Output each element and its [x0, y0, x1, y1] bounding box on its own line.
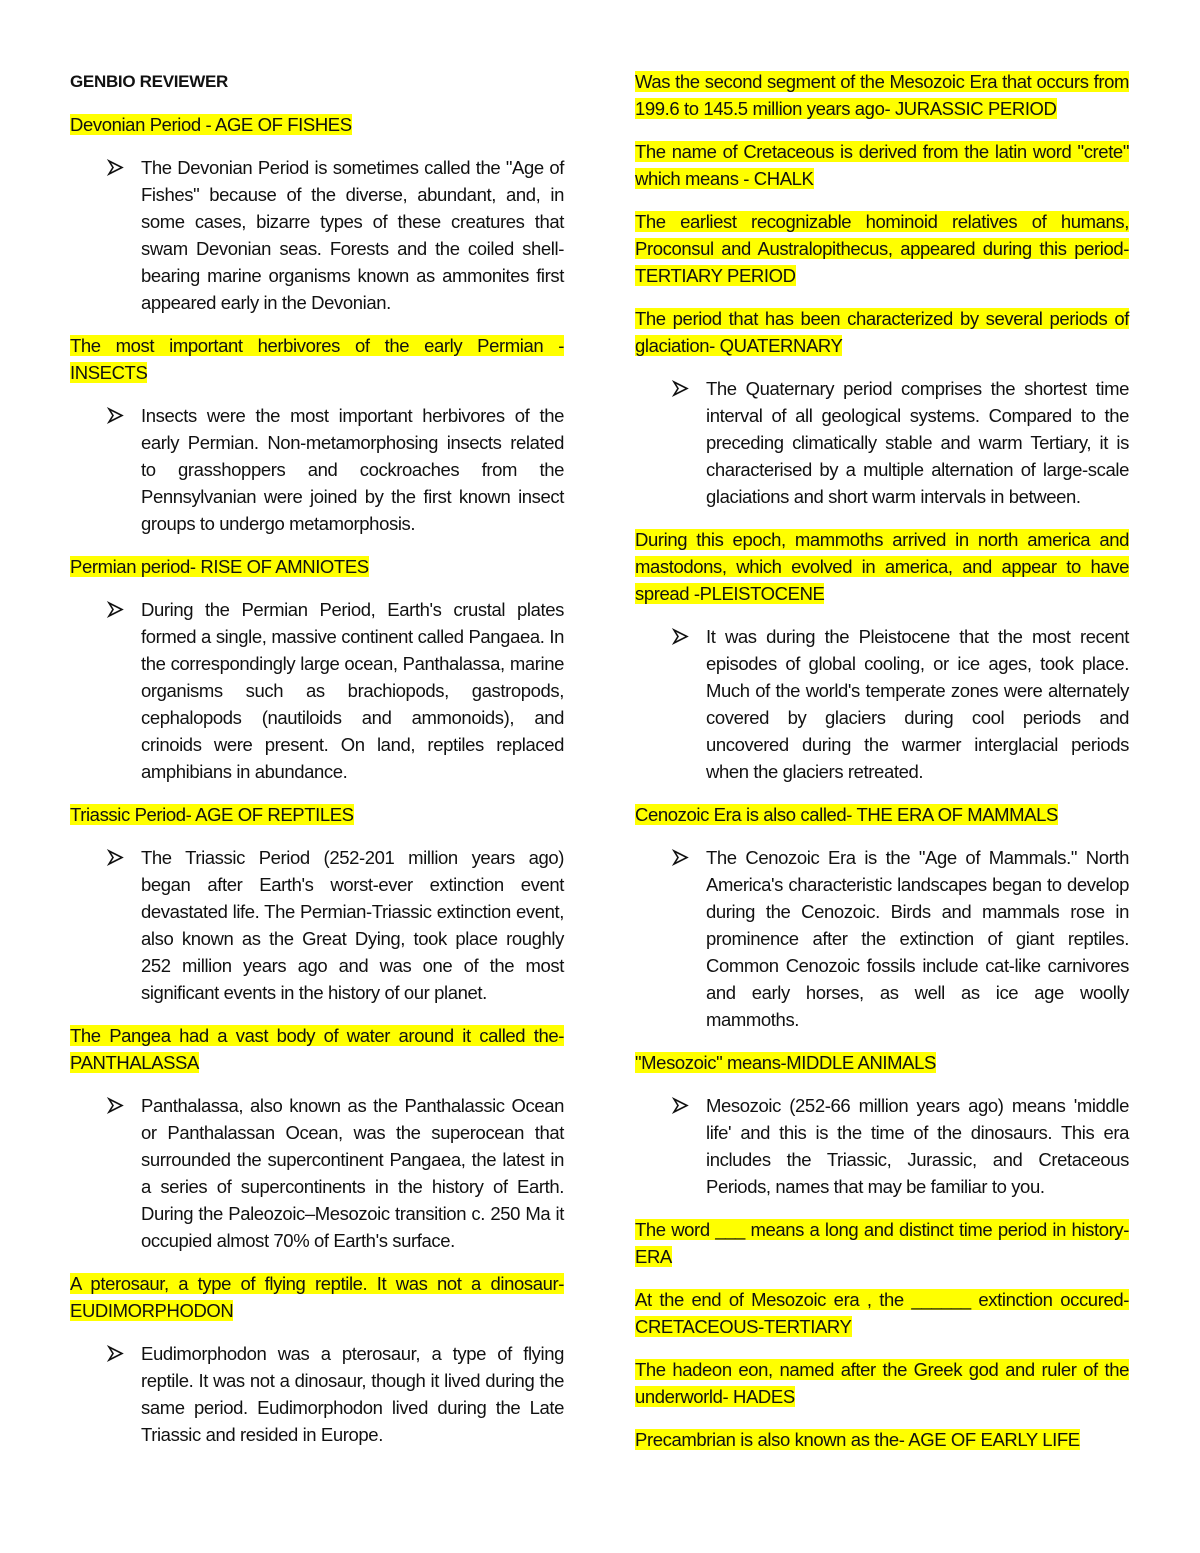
question [635, 68, 1129, 122]
question [635, 1426, 1129, 1453]
arrow-bullet-icon [671, 1092, 691, 1119]
question [635, 1356, 1129, 1410]
bullet-text: The Quaternary period comprises the shortest time interval of all geological systems. Compared to the preceding climatically stable and warm Tertiary, it is characterised by a multiple alternation of large-scale glaciations and short warm intervals in between. [706, 378, 1129, 507]
highlighted-answer: The name of Cretaceous is derived from the latin word "crete" which means - CHALK [635, 141, 1129, 189]
bullet-point [635, 623, 1129, 785]
highlighted-answer: The word ___ means a long and distinct time period in history- ERA [635, 1219, 1129, 1267]
arrow-bullet-icon [106, 844, 126, 871]
question [70, 332, 564, 386]
highlighted-answer: A pterosaur, a type of flying reptile. It was not a dinosaur- EUDIMORPHODON [70, 1273, 564, 1321]
highlighted-answer: At the end of Mesozoic era , the ______ extinction occured- CRETACEOUS-TERTIARY [635, 1289, 1129, 1337]
bullet-point [635, 1092, 1129, 1200]
document-title: GENBIO REVIEWER [70, 72, 228, 91]
highlighted-answer: The period that has been characterized by several periods of glaciation- QUATERNARY [635, 308, 1129, 356]
arrow-bullet-icon [671, 844, 691, 871]
arrow-bullet-icon [106, 1092, 126, 1119]
right-column [635, 68, 1129, 1469]
highlighted-answer: The Pangea had a vast body of water around it called the- PANTHALASSA [70, 1025, 564, 1073]
highlighted-answer: "Mesozoic" means-MIDDLE ANIMALS [635, 1052, 936, 1073]
question [70, 801, 564, 828]
arrow-bullet-icon [106, 402, 126, 429]
bullet-point [70, 1092, 564, 1254]
arrow-bullet-icon [106, 1340, 126, 1367]
highlighted-answer: During this epoch, mammoths arrived in north america and mastodons, which evolved in america, and appear to have spread -PLEISTOCENE [635, 529, 1129, 604]
bullet-point [635, 844, 1129, 1033]
bullet-text: Eudimorphodon was a pterosaur, a type of flying reptile. It was not a dinosaur, though it lived during the same period. Eudimorphodon lived during the Late Triassic and resided in Europe. [141, 1343, 564, 1445]
question [70, 111, 564, 138]
question [70, 1270, 564, 1324]
highlighted-answer: Was the second segment of the Mesozoic Era that occurs from 199.6 to 145.5 million years ago- JURASSIC PERIOD [635, 71, 1129, 119]
arrow-bullet-icon [106, 596, 126, 623]
bullet-text: During the Permian Period, Earth's crustal plates formed a single, massive continent called Pangaea. In the correspondingly large ocean, Panthalassa, marine organisms such as brachiopods, gastropods, cephalopods (nautiloids and ammonoids), and crinoids were present. On land, reptiles replaced amphibians in abundance. [141, 599, 564, 782]
question [70, 553, 564, 580]
bullet-point [635, 375, 1129, 510]
question [635, 526, 1129, 607]
highlighted-answer: Triassic Period- AGE OF REPTILES [70, 804, 354, 825]
highlighted-answer: The most important herbivores of the early Permian - INSECTS [70, 335, 564, 383]
bullet-text: The Triassic Period (252-201 million years ago) began after Earth's worst-ever extinction event devastated life. The Permian-Triassic extinction event, also known as the Great Dying, took place roughly 252 million years ago and was one of the most significant events in the history of our planet. [141, 847, 564, 1003]
highlighted-answer: Permian period- RISE OF AMNIOTES [70, 556, 369, 577]
question [635, 801, 1129, 828]
bullet-point [70, 402, 564, 537]
arrow-bullet-icon [671, 375, 691, 402]
question [635, 1216, 1129, 1270]
bullet-text: Insects were the most important herbivores of the early Permian. Non-metamorphosing insects related to grasshoppers and cockroaches from the Pennsylvanian were joined by the first known insect groups to undergo metamorphosis. [141, 405, 564, 534]
bullet-point [70, 1340, 564, 1448]
left-column [70, 68, 564, 1464]
question [635, 1049, 1129, 1076]
arrow-bullet-icon [106, 154, 126, 181]
question [70, 1022, 564, 1076]
bullet-text: Mesozoic (252-66 million years ago) means 'middle life' and this is the time of the dinosaurs. This era includes the Triassic, Jurassic, and Cretaceous Periods, names that may be familiar to you. [706, 1095, 1129, 1197]
question [635, 208, 1129, 289]
bullet-text: It was during the Pleistocene that the most recent episodes of global cooling, or ice ages, took place. Much of the world's temperate zones were alternately covered by glaciers during cool periods and uncovered during the warmer interglacial periods when the glaciers retreated. [706, 626, 1129, 782]
arrow-bullet-icon [671, 623, 691, 650]
highlighted-answer: Cenozoic Era is also called- THE ERA OF MAMMALS [635, 804, 1058, 825]
highlighted-answer: The earliest recognizable hominoid relatives of humans, Proconsul and Australopithecus, appeared during this period- TERTIARY PERIOD [635, 211, 1129, 286]
bullet-text: The Cenozoic Era is the "Age of Mammals." North America's characteristic landscapes began to develop during the Cenozoic. Birds and mammals rose in prominence after the extinction of giant reptiles. Common Cenozoic fossils include cat-like carnivores and early horses, as well as ice age woolly mammoths. [706, 847, 1129, 1030]
highlighted-answer: The hadeon eon, named after the Greek god and ruler of the underworld- HADES [635, 1359, 1129, 1407]
bullet-point [70, 154, 564, 316]
question [635, 1286, 1129, 1340]
bullet-point [70, 844, 564, 1006]
highlighted-answer: Precambrian is also known as the- AGE OF EARLY LIFE [635, 1429, 1080, 1450]
bullet-point [70, 596, 564, 785]
bullet-text: The Devonian Period is sometimes called the "Age of Fishes" because of the diverse, abundant, and, in some cases, bizarre types of these creatures that swam Devonian seas. Forests and the coiled shell-bearing marine organisms known as ammonites first appeared early in the Devonian. [141, 157, 564, 313]
highlighted-answer: Devonian Period - AGE OF FISHES [70, 114, 352, 135]
question [635, 305, 1129, 359]
question [635, 138, 1129, 192]
bullet-text: Panthalassa, also known as the Panthalassic Ocean or Panthalassan Ocean, was the superocean that surrounded the supercontinent Pangaea, the latest in a series of supercontinents in the history of Earth. During the Paleozoic–Mesozoic transition c. 250 Ma it occupied almost 70% of Earth's surface. [141, 1095, 564, 1251]
